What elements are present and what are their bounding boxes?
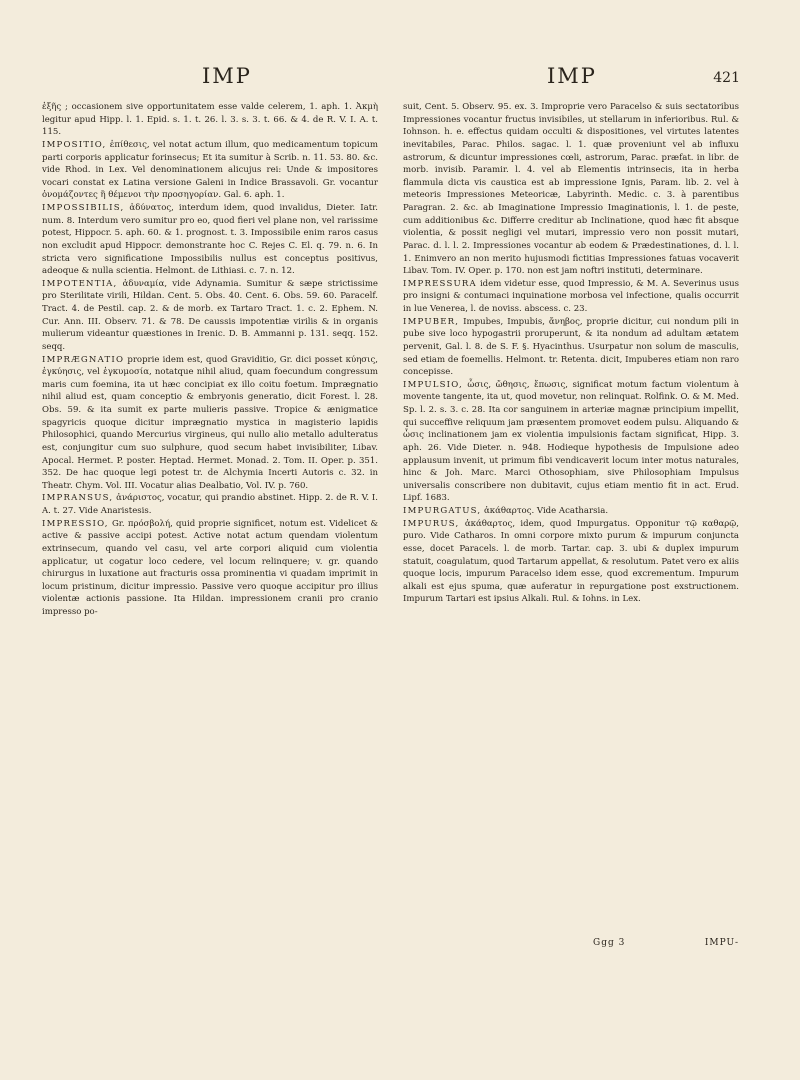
entry-text: Impubes, Impubis, ἄνηβος, proprie dicitur, cui nondum pili in pube sive loco hypogastrii proruperunt, & ita nondum ad adultam ætatem pervenit, Gal. l. 8. de S. F. §. Hyacinthus. Usurpatur non solum de masculis, sed etiam de foemellis. Helmont. tr. Retenta. dicit, Impuberes etiam non raro concepisse.: [403, 316, 740, 378]
entry-impositio: [42, 139, 378, 202]
entry-impransus: [42, 492, 378, 517]
signature-mark: Ggg 3: [593, 938, 626, 948]
entry-impurus: [403, 518, 739, 606]
entry-text: ἀδύνατος, interdum idem, quod invalidus, Dieter. Iatr. num. 8. Interdum vero sumitur pro eo, quod fieri vel plane non, vel rarissime potest, Hippocr. 5. aph. 60. & 1. prognost. t. 3. Impossibile enim raros casus non excludit apud Hippocr. demonstrante hoc C. Rejes C. El. q. 79. n. 6. In stricta vero significatione Impossibilis nullus est conceptus positivus, adeoque & nulla scientia. Helmont. de Lithiasi. c. 7. n. 12.: [42, 203, 378, 277]
entry-impurgatus: [403, 505, 739, 518]
entry-headword: IMPULSIO,: [403, 379, 463, 390]
entry-text: ὦσις, ὤθησις, ἔπωσις, significat motum factum violentum à movente tangente, ita ut, quod movetur, non relinquat. Rolfink. O. & M. Med. Sp. l. 2. s. 3. c. 28. Ita cor sanguinem in arteriæ magnæ principium impellit, qui succeffive reliquum jam præsentem promovet eodem pulsu. Aliquando & ὦσις inclinationem jam ex violentia impulsionis factam significat, Hipp. 3. aph. 26. Vide Dieter. n. 948. Hodieque hypothesis de Impulsione adeo applausum invenit, ut primum fibi vendicaverit locum inter motus naturales, hinc & Joh. Marc. Marci Othosophiam, sive Philosophiam Impulsus universalis conscribere non dubitavit, cujus etiam mentio fit in act. Erud. Lipf. 1683.: [403, 379, 739, 504]
right-running-title: IMP: [547, 64, 597, 88]
catchword: IMPU-: [704, 938, 739, 948]
entry-text: ἀνάριστος, vocatur, qui prandio abstinet. Hipp. 2. de R. V. I. A. t. 27. Vide Anaristesis.: [42, 493, 379, 516]
entry-headword: IMPRANSUS,: [42, 493, 114, 504]
entry-headword: IMPRÆGNATIO: [42, 354, 125, 365]
running-header: [42, 64, 740, 92]
entry-headword: IMPURUS,: [403, 518, 460, 529]
entry-text: proprie idem est, quod Graviditio, Gr. dici posset κύησις, ἐγκύησις, vel ἐγκυμοσία, notatque nihil aliud, quam foecundum congressum maris cum foemina, ita ut hæc concipiat ex illo coitu foetum. Imprægnatio nihil aliud est, quam conceptio & embryonis generatio, dicit Forest. l. 28. Obs. 59. & ita sumit ex parte mulieris passive. Tropice & ænigmatice spagyricis quoque dicitur imprægnatio mystica in magisterio lapidis Philosophici, quando Mercurius virgineus, qui nullo alio metallo adulteratus est, conjungitur cum suo sulphure, quod secum habet invisibiliter, Libav. Apocal. Hermet. P. poster. Heptad. Hermet. Monad. 2. Tom. II. Oper. p. 351. 352. De hac quoque legi potest tr. de Alchymia Incerti Autoris c. 32. in Theatr. Chym. Vol. III. Vocatur alias Dealbatio, Vol. IV. p. 760.: [42, 354, 378, 491]
entry-continuation: [42, 101, 378, 139]
entry-impuber: [403, 316, 739, 379]
entry-headword: IMPUBER,: [403, 316, 460, 327]
entry-text: suit, Cent. 5. Observ. 95. ex. 3. Improprie vero Paracelso & suis sectatoribus Impressiones vocantur fructus invisibiles, ut stellarum in inferioribus. Rul. & Iohnson. h. e. effectus quidam occulti & dispositiones, vel virtutes latentes inevitabiles, Parac. Philos. sagac. l. 1. quæ proveniunt vel ab influxu astrorum, & dicuntur impressiones cœli, astrorum, Parac. præfat. in libr. de morb. invisib. Paramir. l. 4. vel ab Elementis intrinsecis, ita in herba flammula dicta vis caustica est ab impressione Ignis, Param. lib. 2. vel à meteoris Impressiones Meteoricæ, Labyrinth. Medic. c. 3. à parentibus Paragran. 2. &c. ab Imaginatione Impressio Imaginationis, l. 1. de peste, cum additionibus &c. Differre creditur ab Inclinatione, quod hæc fit absque violentia, & possit negligi vel mutari, impressio vero non possit mutari, Parac. d. l. l. 2. Impressiones vocantur ab eodem & Prædestinationes, d. l. l. 1. Enimvero an non merito hujusmodi fictitias Impressiones fatuas vocaverit Libav. Tom. IV. Oper. p. 170. non est jam noftri instituti, determinare.: [403, 102, 739, 277]
left-running-title: IMP: [202, 64, 252, 88]
entry-continuation: [403, 101, 739, 278]
entry-text: ἀκάθαρτος, idem, quod Impurgatus. Opponitur τῷ καθαρῷ, puro. Vide Catharos. In omni corpore mixto purum & impurum conjuncta esse, docet Paracels. l. de morb. Tartar. cap. 3. ubi & duplex impurum statuit, coagulatum, quod Tartarum appellat, & resolutum. Patet vero ex aliis quoque locis, impurum Paracelso idem esse, quod excrementum. Impurum alkali est ejus spuma, quæ auferatur in repurgatione post exstructionem. Impurum Tartari est ipsius Alkali. Rul. & Iohns. in Lex.: [403, 518, 739, 605]
entry-text: ἐξῆς ; occasionem sive opportunitatem esse valde celerem, 1. aph. 1. Ἀκμὴ legitur apud Hipp. l. 1. Epid. s. 1. t. 26. l. 3. s. 3. t. 66. & 4. de R. V. I. A. t. 115.: [42, 102, 378, 138]
entry-headword: IMPOSSIBILIS,: [42, 203, 125, 213]
entry-headword: IMPOSITIO,: [42, 139, 107, 150]
entry-text: Gr. πρόσβολή, quid proprie significet, notum est. Videlicet & active & passive accipi potest. Active notat actum quendam violentum extrinsecum, quando vel casu, vel arte corpori aliquid cum violentia applicatur, ut cogatur loco cedere, vel locum relinquere; v. gr. quando chirurgus in luxatione aut fracturis ossa prominentia vi quadam imprimit in locum pristinum, dicitur impressio. Passive vero quoque accipitur pro illius violentæ actionis passione. Ita Hildan. impressionem cranii pro cranio impresso po-: [42, 518, 378, 617]
page-number: 421: [713, 70, 740, 86]
entry-impressio: [42, 518, 378, 619]
entry-headword: IMPRESSIO,: [42, 518, 109, 529]
entry-headword: IMPRESSURA: [403, 278, 477, 289]
entry-text: ἀδυναμία, vide Adynamia. Sumitur & sæpe strictissime pro Sterilitate virili, Hildan. Cent. 5. Obs. 40. Cent. 6. Obs. 59. 60. Paracelf. Tract. 4. de Pestil. cap. 2. & de morb. ex Tartaro Tract. 1. c. 2. Ephem. N. Cur. Ann. III. Observ. 71. & 78. De caussis impotentiæ virilis & in organis mulierum videantur quæstiones in Irenic. D. B. Ammanni p. 131. seqq. 152. seqq.: [42, 278, 378, 352]
right-column: [403, 101, 739, 606]
entry-text: ἀκάθαρτος. Vide Acatharsia.: [484, 506, 609, 516]
entry-text: idem videtur esse, quod Impressio, & M. A. Severinus usus pro insigni & contumaci inquinatione morbosa vel infectione, qualis occurrit in lue Venerea, l. de noviss. abscess. c. 23.: [403, 278, 739, 314]
entry-text: ἐπίθεσις, vel notat actum illum, quo medicamentum topicum parti corporis applicatur forinsecus; Et ita sumitur à Scrib. n. 11. 53. 80. &c. vide Rhod. in Lex. Vel denominationem alicujus rei: Unde & impositores vocari constat ex Latina versione Galeni in Indice Brassavoli. Gr. vocantur ὀνομάζοντες ἢ θέμενοι τὴν προσηγορίαν. Gal. 6. aph. 1.: [42, 139, 378, 201]
left-column: [42, 101, 378, 619]
entry-impraegnatio: [42, 354, 378, 493]
entry-impressura: [403, 278, 739, 316]
entry-impulsio: [403, 379, 739, 505]
entry-headword: IMPURGATUS,: [403, 506, 482, 516]
entry-impossibilis: [42, 202, 378, 278]
entry-impotentia: [42, 278, 378, 354]
entry-headword: IMPOTENTIA,: [42, 278, 118, 289]
page-footer: [403, 938, 739, 954]
